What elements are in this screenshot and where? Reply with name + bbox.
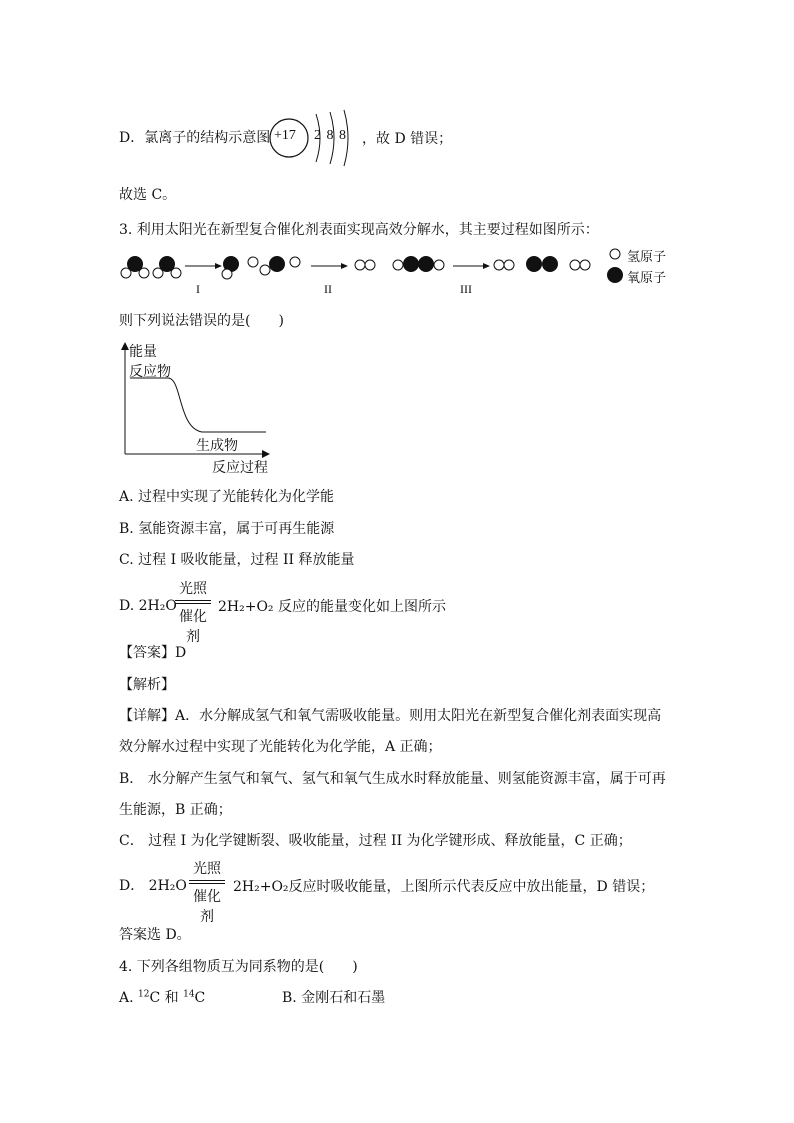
q2-option-d (119, 128, 270, 148)
q4-option-a (119, 988, 205, 1008)
q3-detail-a-line2: 效分解水过程中实现了光能转化为化学能，A 正确； (119, 739, 442, 755)
chart-xlabel: 反应过程 (212, 460, 268, 476)
mass-number-14: 14 (183, 989, 195, 1000)
detail-condition-light: 光照 (193, 861, 221, 877)
q3-detail-d-suffix: 2H₂+O₂反应时吸收能量，上图所示代表反应中放出能量，D 错误； (233, 879, 655, 895)
q4-a-label: A. (119, 990, 139, 1006)
condition-light: 光照 (179, 581, 207, 597)
q3-stem: 3. 利用太阳光在新型复合催化剂表面实现高效分解水，其主要过程如图所示： (119, 222, 599, 238)
legend-markers (606, 246, 626, 286)
q3-d-suffix: 2H₂+O₂ 反应的能量变化如上图所示 (218, 599, 446, 615)
q3-analysis-heading: 【解析】 (119, 677, 175, 693)
q3-detail-d-reaction-condition (187, 858, 227, 925)
chart-ylabel: 能量 (129, 344, 157, 360)
detail-condition-catalyst: 催化剂 (193, 889, 221, 925)
q2-d-suffix: ，故 D 错误； (362, 131, 453, 147)
legend-hydrogen: 氢原子 (627, 250, 667, 265)
electron-shells: 2 8 8 (314, 128, 347, 143)
q3-d-prefix: D. 2H₂O (119, 598, 177, 614)
q3-detail-b-line2: 生能源，B 正确； (119, 802, 232, 818)
process-label-2: II (324, 282, 332, 296)
oxygen-atom-icon (607, 267, 623, 283)
q3-detail-d-prefix: D． 2H₂O (119, 878, 187, 894)
q3-option-d (119, 596, 177, 616)
condition-catalyst: 催化剂 (179, 609, 207, 645)
chart-reactant-label: 反应物 (129, 364, 171, 380)
q3-option-a: A. 过程中实现了光能转化为化学能 (119, 489, 335, 505)
mass-number-12: 12 (138, 989, 150, 1000)
q3-option-c: C. 过程 I 吸收能量，过程 II 释放能量 (119, 552, 355, 568)
chart-product-label: 生成物 (196, 438, 238, 454)
q3-detail-b-line1: B． 水分解产生氢气和氧气、氢气和氧气生成水时释放能量、则氢能资源丰富，属于可再 (119, 771, 666, 787)
q4-a-text1: C 和 (149, 990, 184, 1006)
process-label-1: I (196, 282, 200, 296)
q3-answer: 【答案】D (119, 645, 187, 661)
q3-question: 则下列说法错误的是( ) (119, 313, 284, 329)
q3-final-answer: 答案选 D。 (119, 927, 191, 943)
process-label-3: III (460, 282, 472, 296)
q3-d-reaction-condition (173, 578, 213, 645)
q3-detail-c: C． 过程 I 为化学键断裂、吸收能量，过程 II 为化学键形成、释放能量，C 正确； (119, 833, 632, 849)
legend-oxygen: 氧原子 (627, 271, 667, 286)
q4-stem: 4. 下列各组物质互为同系物的是( ) (119, 959, 358, 975)
q4-a-text2: C (194, 990, 206, 1006)
q2-answer: 故选 C。 (119, 187, 177, 203)
q3-detail-a-line1: 【详解】A．水分解成氢气和氧气需吸收能量。则用太阳光在新型复合催化剂表面实现高 (119, 708, 662, 724)
hydrogen-atom-icon (610, 249, 620, 259)
q2-d-prefix: D．氯离子的结构示意图 (119, 130, 271, 146)
nucleus-charge: +17 (274, 128, 296, 143)
q4-option-b: B. 金刚石和石墨 (282, 990, 386, 1006)
q3-detail-d (119, 876, 187, 896)
water-splitting-process-diagram (115, 244, 615, 299)
q3-option-b: B. 氢能资源丰富，属于可再生能源 (119, 521, 335, 537)
